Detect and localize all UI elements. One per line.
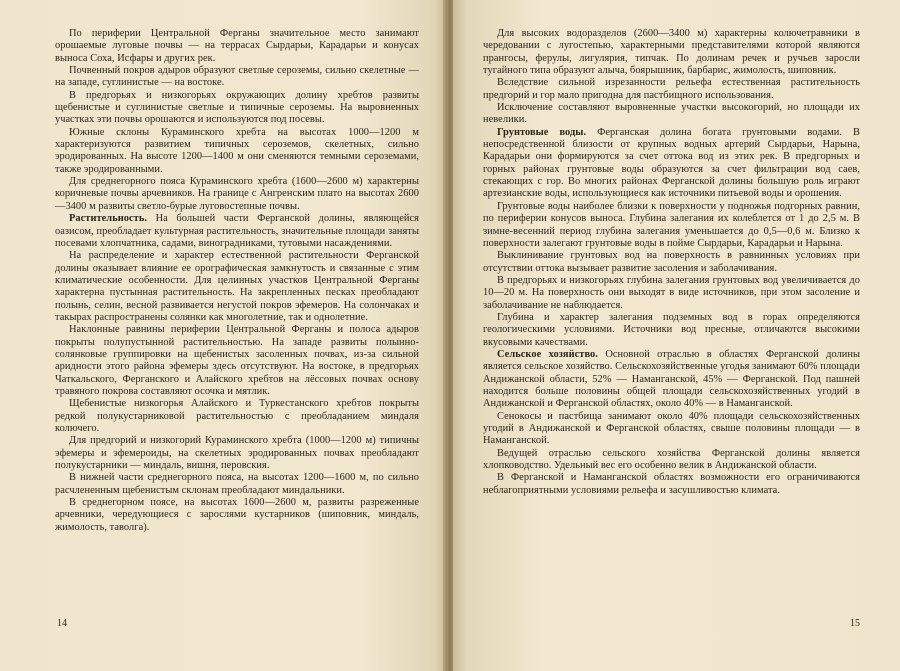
paragraph: Грунтовые воды. Ферганская долина богата грунтовыми водами. В непосредственной близости от крупных водных артерий Сырдарьи, Нарына, Карадарьи они формируются за счет оттока вод из этих рек. В предгорных и горных районах грунтовые воды образуются за счет фильтрации вод саев, стекающих с гор. Во многих районах Ферганской долины большую роль играют артезианские воды, использующиеся как источники питьевой воды и орошения. xyxy=(483,126,860,200)
paragraph: В среднегорном поясе, на высотах 1600—2600 м, развиты разреженные арчевники, чередующиеся с зарослями кустарников (шиповник, миндаль, жимолость, таволга). xyxy=(55,497,419,533)
paragraph: Для среднегорного пояса Кураминского хребта (1600—2600 м) характерны коричневые почвы арчевников. На границе с Ангренским плато на высотах 2600—3400 м развиты светло-бурые луговостепные почвы. xyxy=(55,176,419,212)
section-heading: Растительность. xyxy=(69,213,148,225)
page-number: 15 xyxy=(850,618,860,629)
paragraph: Почвенный покров адыров образуют светлые сероземы, сильно скелетные — на западе, суглинистые — на востоке. xyxy=(55,65,419,89)
paragraph: По периферии Центральной Ферганы значительное место занимают орошаемые луговые почвы — на террасах Сырдарьи, Карадарьи и конусах выноса Соха, Исфары и других рек. xyxy=(55,28,419,64)
paragraph: Растительность. На большей части Ферганской долины, являющейся оазисом, преобладает культурная растительность, значительные площади заняты посевами хлопчатника, садами, виноградниками, тутовыми насаждениями. xyxy=(55,213,419,249)
paragraph: Для предгорий и низкогорий Кураминского хребта (1000—1200 м) типичны эфемеры и эфемероиды, на скелетных эродированных почвах преобладают полукустарники — миндаль, вишня, перовския. xyxy=(55,435,419,472)
paragraph: Глубина и характер залегания подземных вод в горах определяются геологическими условиями. Источники вод пресные, отличаются высокими вкусовыми качествами. xyxy=(483,311,860,348)
paragraph: В предгорьях и низкогорьях глубина залегания грунтовых вод увеличивается до 10—20 м. На поверхность они выходят в виде источников, при этом засоление и заболачивание не наблюдается. xyxy=(483,274,860,311)
paragraph: Щебенистые низкогорья Алайского и Туркестанского хребтов покрыты редкой полукустарниковой растительностью с преобладанием миндаля колючего. xyxy=(55,398,419,434)
paragraph: Вследствие сильной изрезанности рельефа естественная растительность предгорий и гор мало пригодна для пастбищного использования. xyxy=(483,77,860,101)
paragraph: В Ферганской и Наманганской областях возможности его ограничиваются неблагоприятными условиями рельефа и засушливостью климата. xyxy=(483,472,860,496)
paragraph: Ведущей отраслью сельского хозяйства Ферганской долины является хлопководство. Удельный вес его особенно велик в Андижанской области. xyxy=(483,447,860,472)
section-heading: Сельское хозяйство. xyxy=(497,348,598,360)
right-page-text xyxy=(483,28,860,497)
left-page-text xyxy=(55,28,419,534)
paragraph: Выклинивание грунтовых вод на поверхность в равнинных условиях при отсутствии оттока вызывает развитие засоления и заболачивания. xyxy=(483,250,860,274)
paragraph: Наклонные равнины периферии Центральной Ферганы и полоса адыров покрыты полупустынной растительностью. На западе развиты полынно-солянковые группировки на щебенистых засоленных почвах, из-за сильной аридности этого района эфемеры здесь отсутствуют. На востоке, в предгорьях Чаткальского, Ферганского и Алайского хребтов на лёссовых почвах основу травяного покрова составляют осочка и мятлик. xyxy=(55,324,419,397)
paragraph: Исключение составляют выровненные участки высокогорий, но площади их невелики. xyxy=(483,102,860,126)
paragraph: Южные склоны Кураминского хребта на высотах 1000—1200 м характеризуются развитием типичных сероземов, скелетных, сильно эродированных. На высоте 1200—1400 м они сменяются темными сероземами, также эродированными. xyxy=(55,126,419,175)
paragraph: В нижней части среднегорного пояса, на высотах 1200—1600 м, по сильно расчлененным щебенистым склонам преобладают миндальники. xyxy=(55,472,419,496)
paragraph: Грунтовые воды наиболее близки к поверхности у подножья подгорных равнин, по периферии конусов выноса. Глубина залегания их колеблется от 1 до 2,5 м. В зимне-весенний период глубина залегания уменьшается до 0,5—0,6 м. Близко к поверхности залегают грунтовые воды в пойме Сырдарьи, Карадарьи и Нарына. xyxy=(483,200,860,249)
paragraph: В предгорьях и низкогорьях окружающих долину хребтов развиты щебенистые и суглинистые светлые и типичные сероземы. На выровненных участках эти почвы орошаются и используются под посевы. xyxy=(55,89,419,126)
page-number: 14 xyxy=(57,618,67,629)
paragraph: На распределение и характер естественной растительности Ферганской долины оказывает влияние ее орографическая замкнутость и связанные с этим климатические особенности. Для целинных участков Центральной Ферганы характерна пустынная растительность. На закрепленных песках преобладают полынь, селин, весной развивается негустой покров эфемеров. На солончаках и такырах распространены солянки как многолетние, так и однолетние. xyxy=(55,250,419,323)
paragraph: Для высоких водоразделов (2600—3400 м) характерны колючетравники в чередовании с лугостепью, характерными представителями которой являются прангосы, ферулы, лигулярия, типчак. По долинам речек и ручьев заросли тугайного типа образуют алыча, боярышник, барбарис, жимолость, шиповник. xyxy=(483,28,860,77)
right-page xyxy=(453,0,900,671)
left-page xyxy=(0,0,447,671)
paragraph: Сельское хозяйство. Основной отраслью в областях Ферганской долины является сельское хозяйство. Сельскохозяйственные угодья занимают 60% площади Андижанской области, 52% — Наманганской, 45% — Ферганской. Под пашней находится больше половины общей площади сельскохозяйственных угодий в Андижанской и Ферганской областях, около 40% — в Наманганской. xyxy=(483,348,860,410)
paragraph: Сенокосы и пастбища занимают около 40% площади сельскохозяйственных угодий в Андижанской и Ферганской областях, свыше половины площади — в Наманганской. xyxy=(483,410,860,447)
section-heading: Грунтовые воды. xyxy=(497,126,587,138)
